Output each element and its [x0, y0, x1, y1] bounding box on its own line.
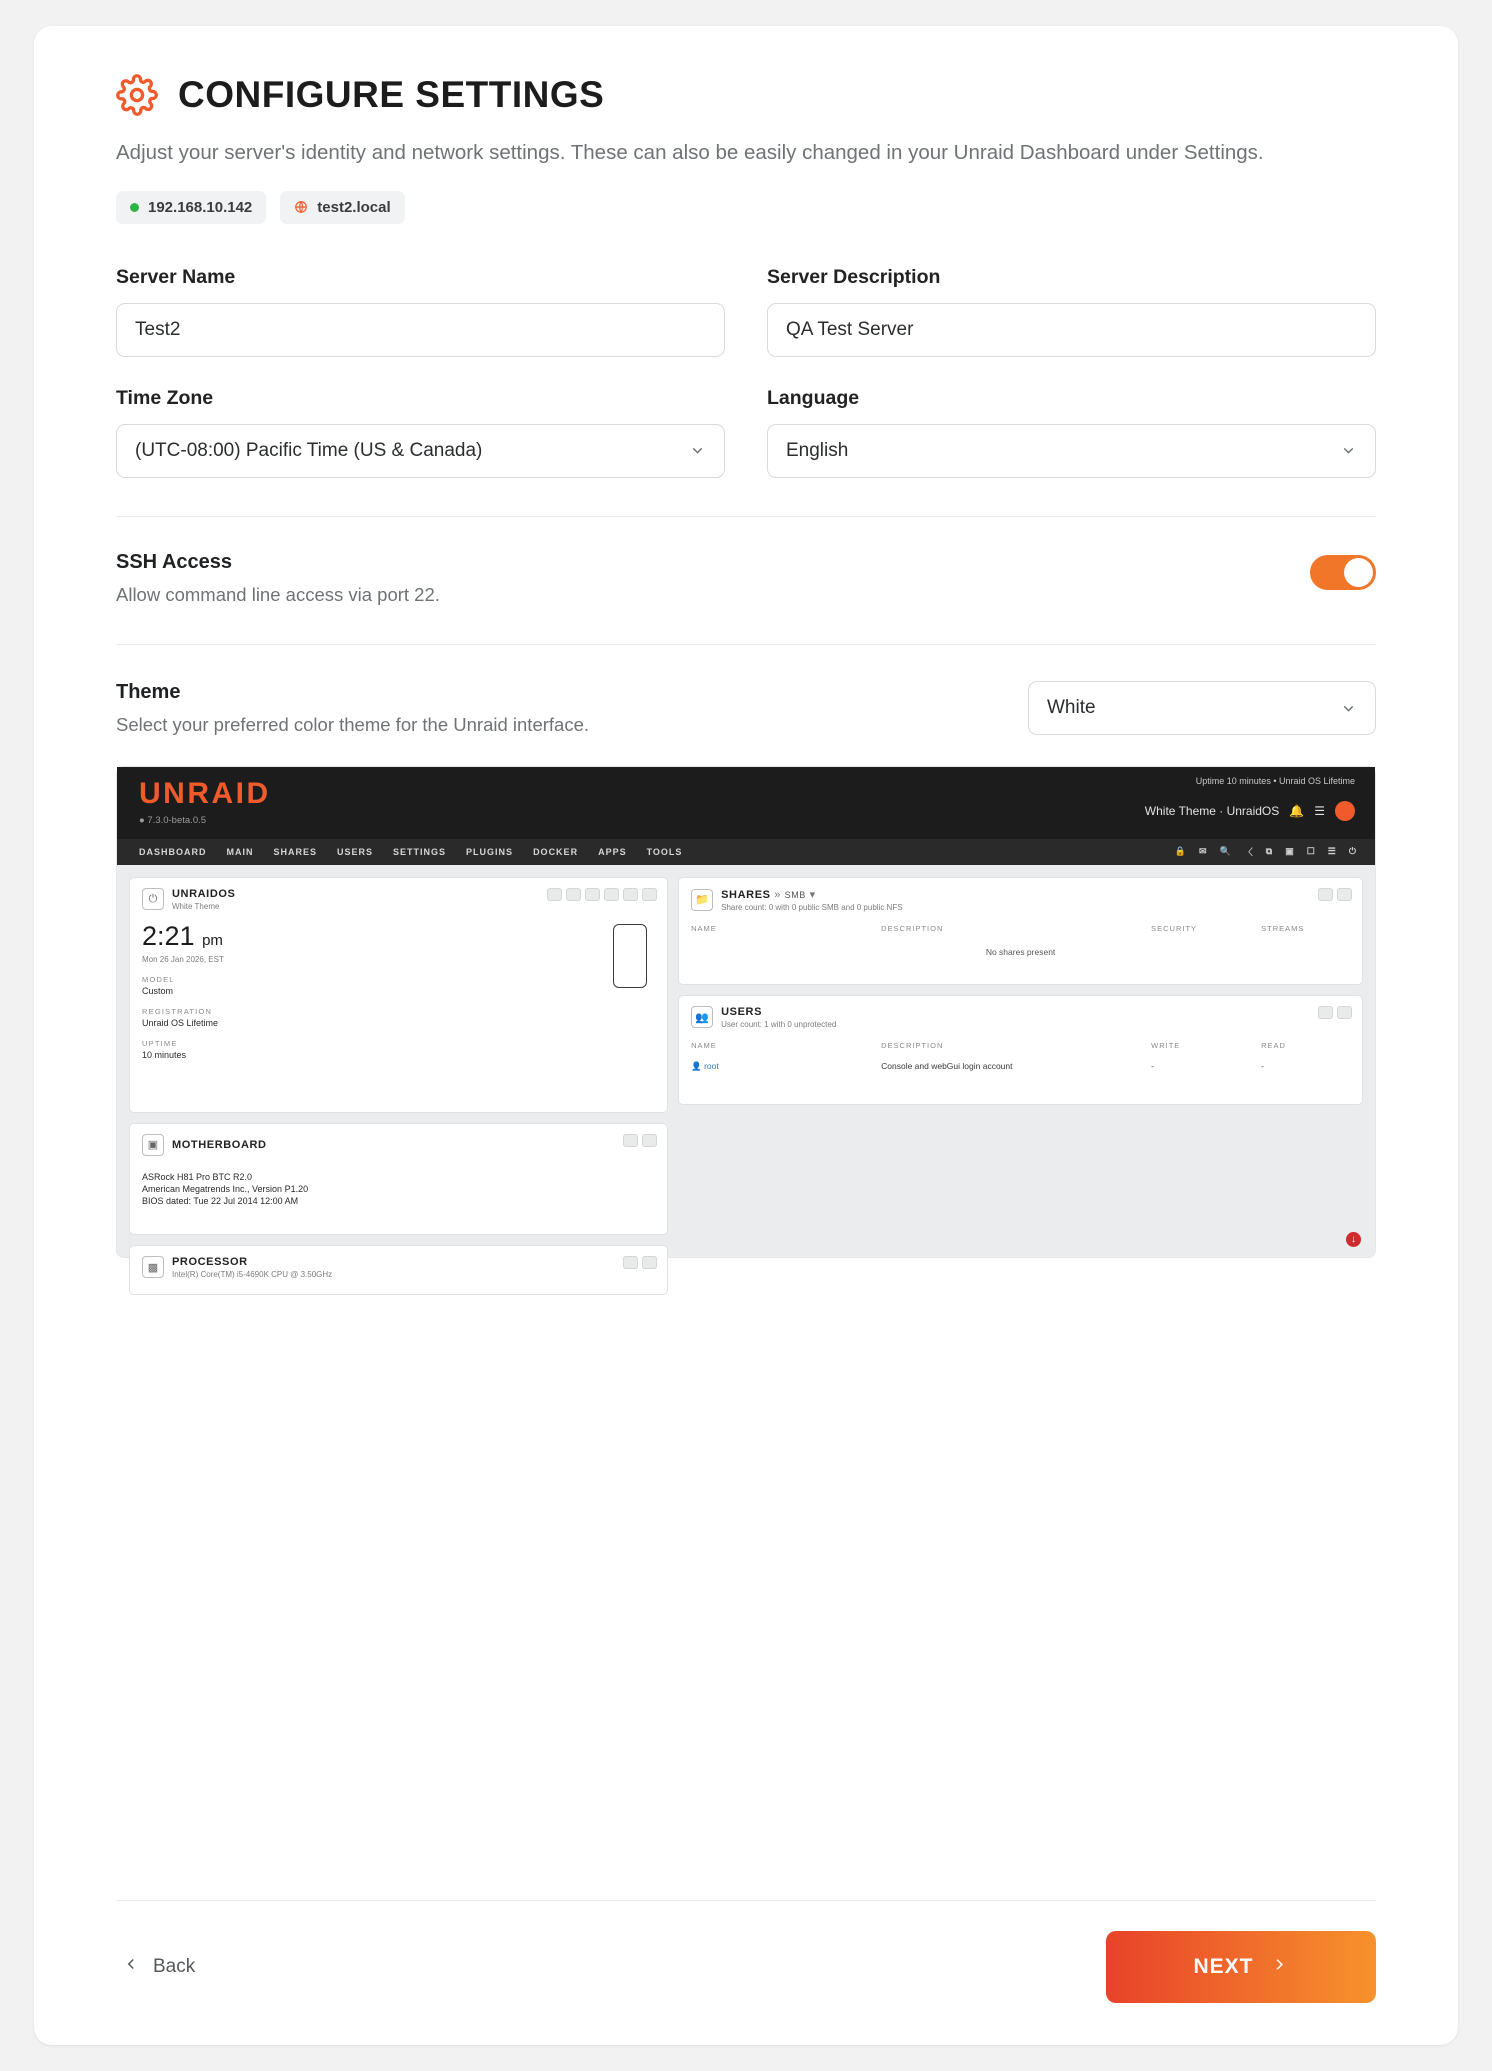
settings-icon [623, 1256, 638, 1269]
copy-icon: ⧉ [1265, 846, 1274, 857]
divider [116, 644, 1376, 645]
ssh-access-text [116, 551, 440, 606]
preview-version: ● 7.3.0-beta.0.5 [139, 814, 207, 826]
panel-subtitle: White Theme [172, 901, 220, 911]
column-header: NAME [691, 1040, 717, 1050]
cpu-icon: ▩ [142, 1256, 164, 1278]
chevron-down-icon [1340, 700, 1357, 717]
motherboard-icon: ▣ [142, 1134, 164, 1156]
theme-description: Select your preferred color theme for the Unraid interface. [116, 713, 590, 735]
panel-title: MOTHERBOARD [172, 1138, 267, 1151]
globe-icon [294, 200, 308, 214]
header [116, 74, 1376, 116]
page-title: CONFIGURE SETTINGS [178, 74, 605, 115]
mail-icon: ✉ [1198, 846, 1208, 857]
chevron-right-icon [1270, 1955, 1289, 1980]
collapse-icon [642, 1256, 657, 1269]
next-button-label: NEXT [1193, 1955, 1254, 1978]
shares-empty-message: No shares present [985, 946, 1056, 957]
preview-account-label: White Theme · UnraidOS [1144, 803, 1280, 818]
preview-nav-item: APPS [598, 846, 627, 857]
preview-panel-users [678, 995, 1363, 1105]
preview-nav-item: SETTINGS [393, 846, 447, 857]
server-description-field-group [767, 266, 1376, 357]
terminal-icon: 〈 [1243, 847, 1254, 858]
column-header: NAME [691, 923, 717, 933]
ip-address-label: 192.168.10.142 [148, 198, 253, 216]
theme-select[interactable] [1028, 681, 1376, 735]
panel-title-block [721, 1006, 836, 1029]
chevron-down-icon [689, 442, 706, 459]
users-table-header [691, 1041, 1350, 1056]
preview-nav-item: USERS [337, 846, 374, 857]
panel-title: USERS [721, 1005, 763, 1018]
monitor-icon: ☐ [1306, 846, 1316, 857]
power-icon: ⏻ [1348, 846, 1357, 857]
panel-subtitle: User count: 1 with 0 unprotected [721, 1019, 837, 1029]
motherboard-line: ASRock H81 Pro BTC R2.0 [142, 1171, 253, 1182]
language-value: English [786, 439, 849, 461]
settings-form [116, 266, 1376, 478]
time-zone-value: (UTC-08:00) Pacific Time (US & Canada) [135, 439, 483, 461]
panel-title-block [172, 1256, 332, 1279]
lock-icon: 🔒 [1174, 846, 1187, 857]
search-icon: 🔍 [1219, 846, 1232, 857]
chevron-left-icon [122, 1955, 140, 1979]
preview-right-column [678, 877, 1363, 1295]
panel-title-block [172, 888, 235, 911]
panel-head [142, 1256, 655, 1279]
display-icon: ▣ [1285, 846, 1295, 857]
processor-line: Intel(R) Core(TM) i5-4690K CPU @ 3.50GHz [172, 1269, 333, 1279]
preview-kv-registration [142, 1007, 655, 1028]
preview-nav-item: SHARES [273, 846, 318, 857]
ssh-access-toggle[interactable] [1310, 555, 1376, 590]
motherboard-line: American Megatrends Inc., Version P1.20 [142, 1183, 309, 1194]
status-badge-hostname [280, 191, 404, 224]
preview-clock [142, 921, 655, 952]
preview-nav-item: DASHBOARD [139, 846, 207, 857]
server-name-field-group [116, 266, 725, 357]
user-name-text: root [704, 1060, 719, 1071]
ssh-access-description: Allow command line access via port 22. [116, 583, 440, 605]
preview-topbar [117, 767, 1375, 839]
collapse-icon [642, 1134, 657, 1147]
bell-icon: 🔔 [1289, 803, 1305, 818]
preview-nav-item: DOCKER [533, 846, 579, 857]
panel-controls [623, 1256, 657, 1269]
preview-panel-shares [678, 877, 1363, 985]
menu-icon: ☰ [1314, 803, 1325, 818]
collapse-icon [642, 888, 657, 901]
language-field-group [767, 387, 1376, 478]
server-name-input[interactable] [116, 303, 725, 357]
panel-head [691, 888, 1350, 912]
preview-nav-item: TOOLS [646, 846, 683, 857]
clock-time: 2:21 [142, 920, 195, 951]
server-description-label: Server Description [767, 265, 941, 288]
next-button[interactable] [1106, 1931, 1376, 2003]
kv-value: 10 minutes [142, 1049, 187, 1060]
preview-kv-uptime [142, 1039, 655, 1060]
kv-key: MODEL [142, 974, 175, 984]
language-select[interactable] [767, 424, 1376, 478]
status-badge-ip [116, 191, 266, 224]
preview-panel-processor [129, 1245, 668, 1295]
hostname-label: test2.local [317, 198, 391, 216]
preview-date: Mon 26 Jan 2026, EST [142, 954, 224, 964]
kv-value: Custom [142, 985, 174, 996]
users-icon: 👥 [691, 1006, 713, 1028]
status-dot-online-icon [130, 203, 139, 212]
user-description: Console and webGui login account [881, 1060, 1013, 1071]
divider [116, 516, 1376, 517]
device-icon [613, 924, 647, 988]
preview-account-area [1145, 801, 1355, 821]
preview-uptime-note: Uptime 10 minutes • Unraid OS Lifetime [1195, 775, 1355, 786]
folder-icon: 📁 [691, 889, 713, 911]
panel-head [691, 1006, 1350, 1029]
column-header: WRITE [1151, 1040, 1181, 1050]
ssh-access-title: SSH Access [116, 550, 232, 573]
theme-row [116, 681, 1376, 736]
panel-title: UNRAIDOS [172, 887, 236, 900]
play-icon [547, 888, 562, 901]
ssh-access-row [116, 551, 1376, 606]
settings-icon [604, 888, 619, 901]
kv-value: Unraid OS Lifetime [142, 1017, 219, 1028]
preview-nav [117, 839, 1375, 865]
user-write: - [1151, 1060, 1154, 1071]
power-icon [585, 888, 600, 901]
shares-title: SHARES [721, 888, 771, 901]
panel-title: SHARES » SMB ▾ [721, 888, 816, 901]
time-zone-label: Time Zone [116, 386, 214, 409]
panel-title: PROCESSOR [172, 1255, 248, 1268]
badge-row [116, 191, 1376, 224]
power-icon: ⏻ [142, 888, 164, 910]
shares-table-header [691, 924, 1350, 939]
column-header: SECURITY [1151, 923, 1198, 933]
column-header: READ [1261, 1040, 1286, 1050]
time-zone-field-group [116, 387, 725, 478]
back-button[interactable] [116, 1954, 201, 1980]
refresh-icon [566, 888, 581, 901]
activity-icon [1335, 801, 1355, 821]
preview-version-text: 7.3.0-beta.0.5 [147, 814, 207, 826]
preview-panel-motherboard [129, 1123, 668, 1235]
collapse-icon [1337, 1006, 1352, 1019]
panel-controls [623, 1134, 657, 1147]
theme-title: Theme [116, 680, 181, 703]
panel-title-block [721, 888, 902, 912]
column-header: STREAMS [1261, 923, 1305, 933]
panel-subtitle: Share count: 0 with 0 public SMB and 0 public NFS [721, 902, 903, 912]
preview-nav-item: MAIN [226, 846, 254, 857]
settings-card [34, 26, 1458, 2045]
panel-controls [1318, 888, 1352, 901]
shares-breadcrumb: SMB [784, 889, 806, 900]
download-icon: ↓ [1346, 1232, 1361, 1247]
toggle-knob [1344, 558, 1373, 587]
server-description-input[interactable] [767, 303, 1376, 357]
preview-body [117, 865, 1375, 1307]
preview-panel-unraidos [129, 877, 668, 1113]
server-name-label: Server Name [116, 265, 236, 288]
settings-icon [1318, 888, 1333, 901]
panel-controls [547, 888, 657, 901]
back-button-label: Back [153, 1956, 196, 1977]
table-row [691, 1056, 1350, 1077]
wizard-footer [116, 1900, 1376, 2003]
theme-value: White [1047, 697, 1096, 719]
theme-preview [116, 766, 1376, 1279]
settings-icon [1318, 1006, 1333, 1019]
time-zone-select[interactable] [116, 424, 725, 478]
language-label: Language [767, 386, 860, 409]
user-read: - [1261, 1060, 1264, 1071]
list-icon: ☰ [1327, 846, 1337, 857]
preview-nav-item: PLUGINS [466, 846, 514, 857]
page-subtitle: Adjust your server's identity and network settings. These can also be easily changed in your Unraid Dashboard under Settings. [116, 141, 1264, 164]
gear-icon [116, 74, 158, 116]
info-icon [623, 888, 638, 901]
chevron-down-icon [1340, 442, 1357, 459]
preview-nav-icons [1175, 845, 1357, 858]
motherboard-line: BIOS dated: Tue 22 Jul 2014 12:00 AM [142, 1195, 299, 1206]
theme-text [116, 681, 589, 736]
preview-kv-model [142, 975, 655, 996]
preview-logo: UNRAID [139, 776, 271, 810]
settings-icon [623, 1134, 638, 1147]
kv-key: REGISTRATION [142, 1006, 213, 1016]
user-name: 👤 root [691, 1060, 719, 1071]
clock-suffix: pm [202, 931, 223, 949]
column-header: DESCRIPTION [881, 923, 944, 933]
panel-head [142, 1134, 655, 1156]
panel-controls [1318, 1006, 1352, 1019]
kv-key: UPTIME [142, 1038, 178, 1048]
column-header: DESCRIPTION [881, 1040, 944, 1050]
collapse-icon [1337, 888, 1352, 901]
preview-left-column [129, 877, 668, 1295]
